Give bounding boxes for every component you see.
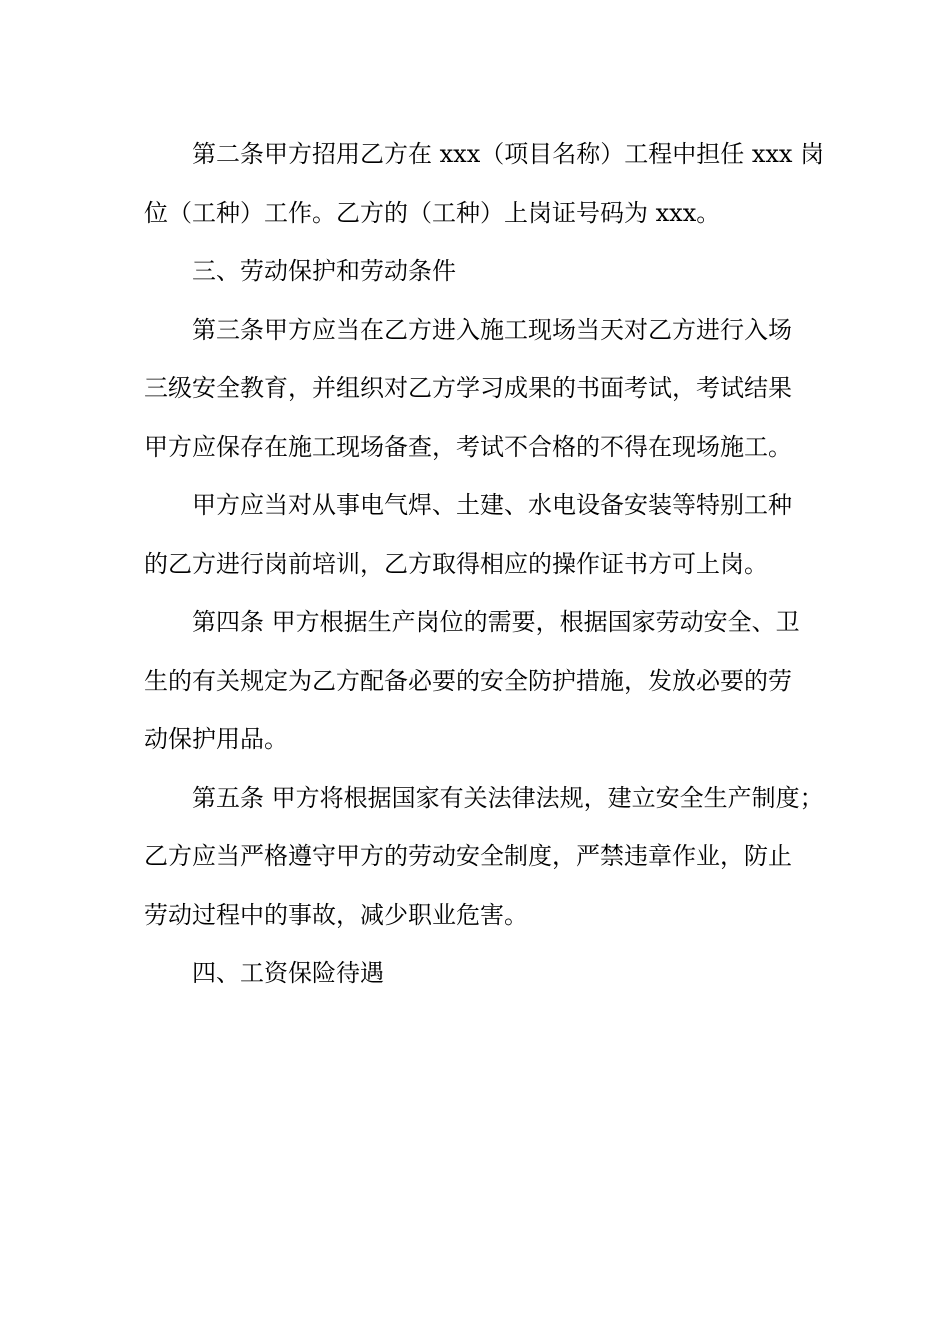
article-4-line-3: 动保护用品。	[144, 725, 288, 753]
article-4-line-1: 第四条 甲方根据生产岗位的需要，根据国家劳动安全、卫	[192, 608, 800, 636]
document-body	[144, 128, 825, 1006]
article-3-line-1: 第三条甲方应当在乙方进入施工现场当天对乙方进行入场	[192, 315, 792, 344]
section-4-heading: 四、工资保险待遇	[192, 959, 384, 987]
article-3-para-2-line-1: 甲方应当对从事电气焊、土建、水电设备安装等特别工种	[192, 491, 792, 519]
article-3-para-2-line-2: 的乙方进行岗前培训，乙方取得相应的操作证书方可上岗。	[144, 549, 768, 578]
article-5-line-2: 乙方应当严格遵守甲方的劳动安全制度，严禁违章作业，防止	[144, 842, 792, 870]
article-2-line-1: 第二条甲方招用乙方在 xxx（项目名称）工程中担任 xxx 岗	[192, 140, 825, 168]
article-5-line-3: 劳动过程中的事故，减少职业危害。	[144, 900, 528, 929]
section-3-heading: 三、劳动保护和劳动条件	[192, 257, 456, 285]
article-2-line-2: 位（工种）工作。乙方的（工种）上岗证号码为 xxx。	[144, 198, 721, 227]
article-3-line-3: 甲方应保存在施工现场备查，考试不合格的不得在现场施工。	[144, 432, 792, 461]
article-5-line-1: 第五条 甲方将根据国家有关法律法规，建立安全生产制度；	[192, 783, 824, 812]
article-3-line-2: 三级安全教育，并组织对乙方学习成果的书面考试，考试结果	[144, 374, 792, 402]
article-4-line-2: 生的有关规定为乙方配备必要的安全防护措施，发放必要的劳	[144, 666, 792, 695]
